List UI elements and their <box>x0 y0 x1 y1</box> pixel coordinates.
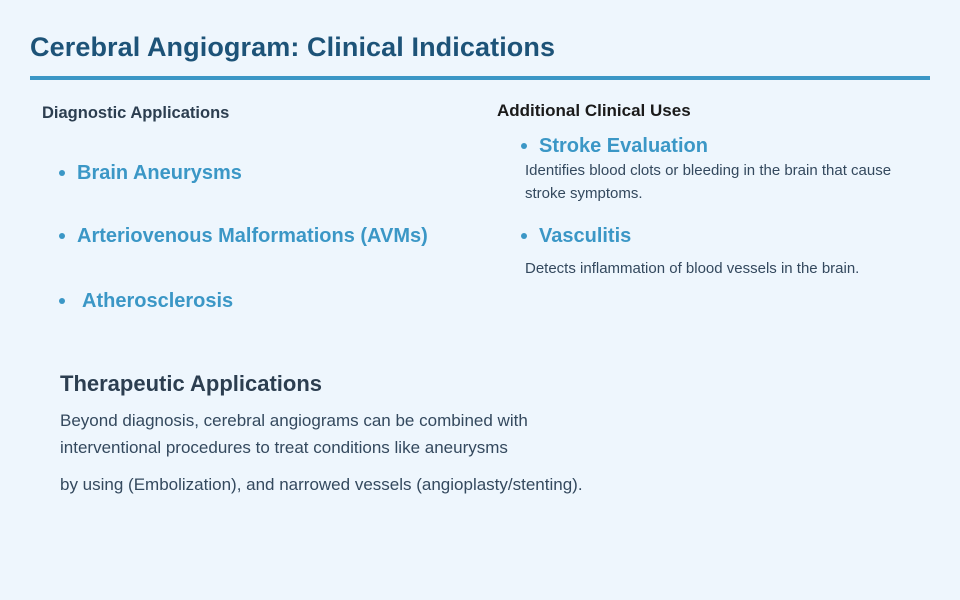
diagnostic-applications-heading: Diagnostic Applications <box>42 104 230 122</box>
additional-item-title: Vasculitis <box>539 225 632 247</box>
additional-item-description: Detects inflammation of blood vessels in the brain. <box>525 260 860 277</box>
bullet-dot-icon <box>59 233 65 239</box>
therapeutic-applications-heading: Therapeutic Applications <box>60 371 323 396</box>
therapeutic-paragraph: Beyond diagnosis, cerebral angiograms can be combined with interventional procedures to treat conditions like aneurysms <box>60 411 528 457</box>
additional-clinical-uses-heading: Additional Clinical Uses <box>497 101 691 120</box>
title-divider <box>30 76 930 80</box>
therapeutic-paragraph: by using (Embolization), and narrowed vessels (angioplasty/stenting). <box>60 475 583 494</box>
additional-item-description: Identifies blood clots or bleeding in the brain that cause stroke symptoms. <box>525 162 892 202</box>
diagnostic-item-label: Brain Aneurysms <box>77 162 242 184</box>
additional-item-title: Stroke Evaluation <box>539 135 708 157</box>
bullet-dot-icon <box>59 298 65 304</box>
diagnostic-item-label: Atherosclerosis <box>82 290 234 312</box>
bullet-dot-icon <box>59 170 65 176</box>
page-title: Cerebral Angiogram: Clinical Indications <box>30 32 556 62</box>
bullet-dot-icon <box>521 143 527 149</box>
bullet-dot-icon <box>521 233 527 239</box>
diagnostic-item-label: Arteriovenous Malformations (AVMs) <box>77 225 428 247</box>
